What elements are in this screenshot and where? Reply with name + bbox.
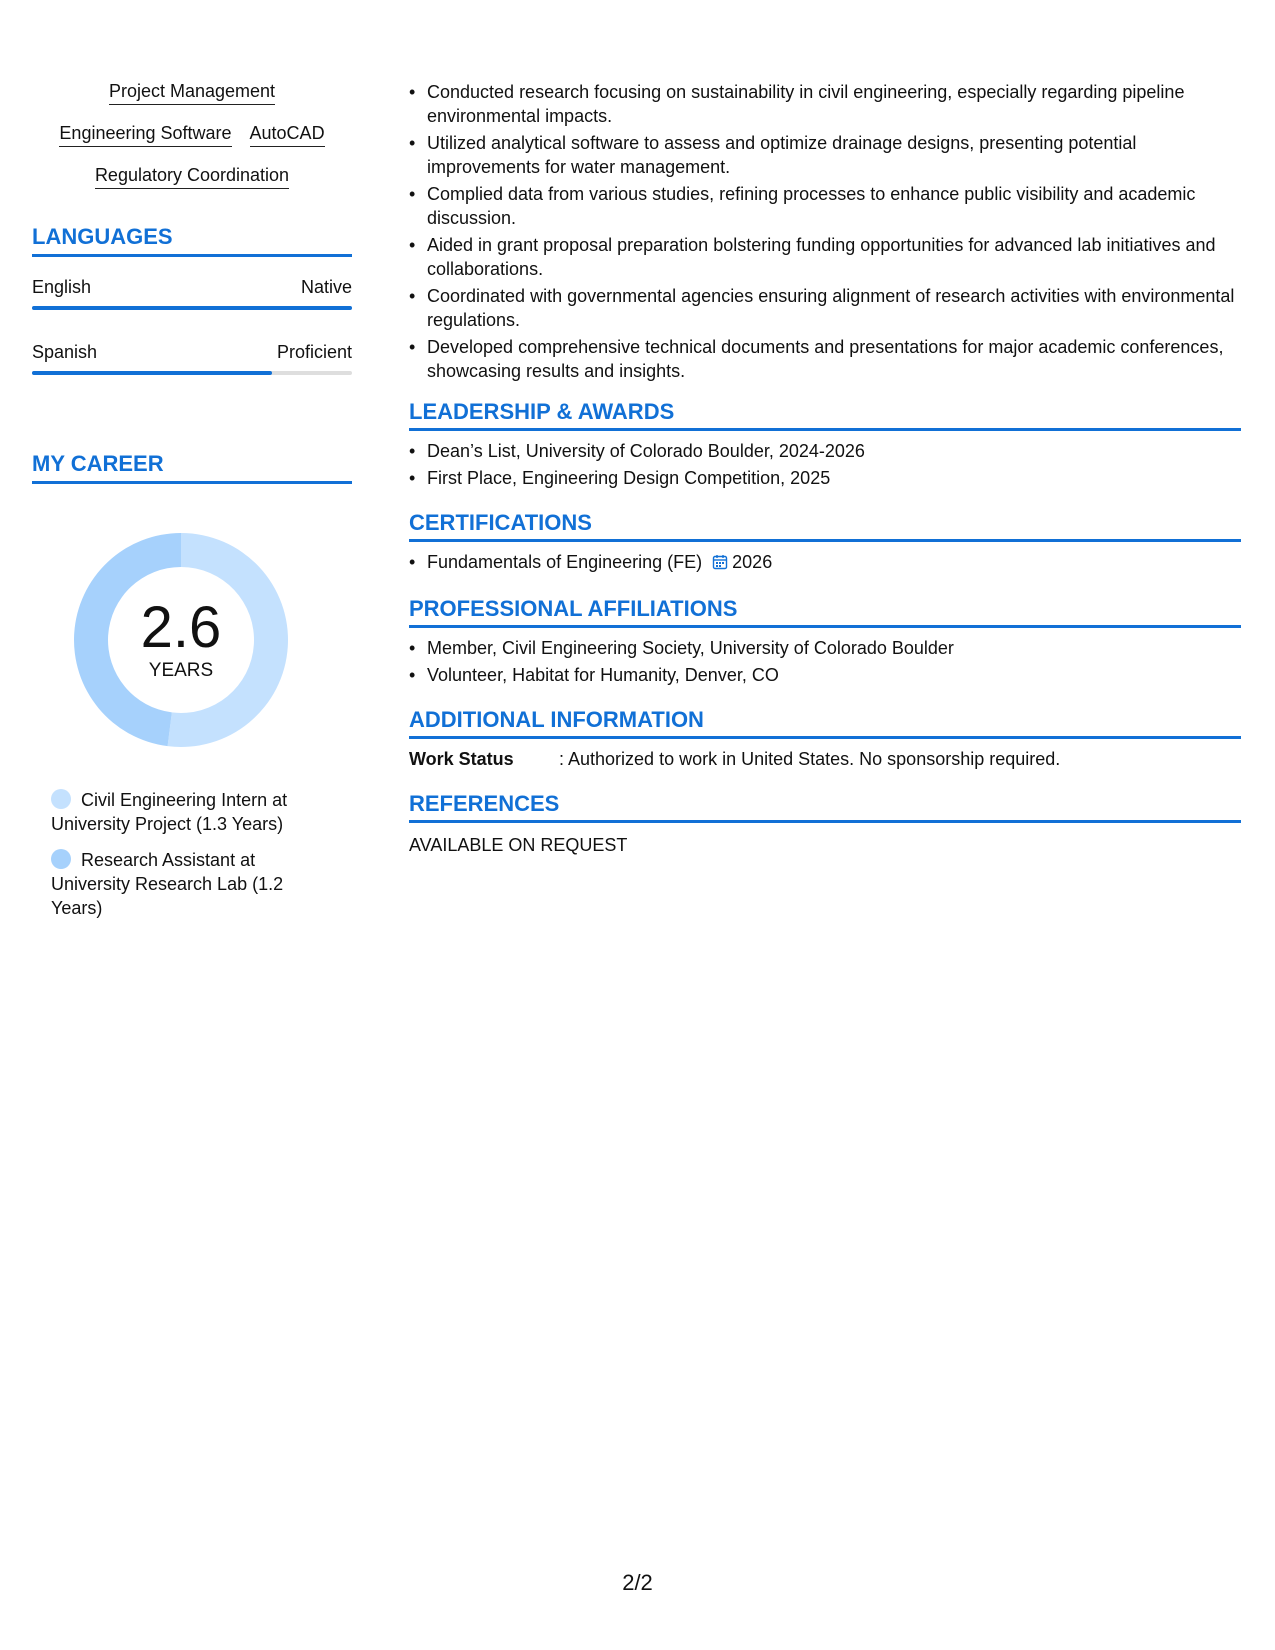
language-item bbox=[32, 341, 352, 375]
additional-info-heading: ADDITIONAL INFORMATION bbox=[409, 707, 1241, 739]
career-legend bbox=[51, 788, 321, 920]
affiliations-list bbox=[409, 636, 1241, 687]
skill-tag: Regulatory Coordination bbox=[95, 164, 289, 189]
skill-row bbox=[32, 80, 352, 105]
left-column bbox=[32, 80, 352, 932]
work-status-value: : Authorized to work in United States. No sponsorship required. bbox=[559, 749, 1061, 769]
legend-item bbox=[51, 848, 321, 920]
list-item: • Developed comprehensive technical documents and presentations for major academic conferences, showcasing results and insights. bbox=[409, 335, 1241, 383]
skill-tag: AutoCAD bbox=[250, 122, 325, 147]
language-level: Proficient bbox=[276, 342, 352, 362]
certification-item bbox=[409, 550, 1241, 576]
certifications-heading: CERTIFICATIONS bbox=[409, 510, 1241, 542]
language-bar bbox=[32, 306, 352, 310]
skill-tag: Engineering Software bbox=[59, 122, 231, 147]
leadership-list bbox=[409, 439, 1241, 490]
legend-dot bbox=[51, 789, 71, 809]
list-item: • Volunteer, Habitat for Humanity, Denver, CO bbox=[409, 663, 1241, 687]
list-item: • Member, Civil Engineering Society, University of Colorado Boulder bbox=[409, 636, 1241, 660]
list-item: • Aided in grant proposal preparation bolstering funding opportunities for advanced lab initiatives and collaborations. bbox=[409, 233, 1241, 281]
career-heading: MY CAREER bbox=[32, 451, 352, 484]
skill-row bbox=[32, 164, 352, 189]
list-item: • Conducted research focusing on sustainability in civil engineering, especially regarding pipeline environmental impacts. bbox=[409, 80, 1241, 128]
legend-dot bbox=[51, 849, 71, 869]
work-status-row bbox=[409, 747, 1241, 771]
language-bar bbox=[32, 371, 352, 375]
affiliations-heading: PROFESSIONAL AFFILIATIONS bbox=[409, 596, 1241, 628]
career-total-unit: YEARS bbox=[148, 660, 214, 681]
list-item: • Dean’s List, University of Colorado Boulder, 2024-2026 bbox=[409, 439, 1241, 463]
legend-label: Research Assistant at University Research Lab (1.2 Years) bbox=[51, 850, 284, 918]
language-item bbox=[32, 276, 352, 310]
legend-label: Civil Engineering Intern at University Project (1.3 Years) bbox=[51, 790, 288, 834]
list-item: • Coordinated with governmental agencies ensuring alignment of research activities with environmental regulations. bbox=[409, 284, 1241, 332]
skill-row bbox=[32, 122, 352, 147]
certification-year: 2026 bbox=[732, 552, 773, 572]
right-column bbox=[409, 80, 1241, 857]
references-text: AVAILABLE ON REQUEST bbox=[409, 835, 628, 855]
list-item: • Utilized analytical software to assess and optimize drainage designs, presenting potential improvements for water management. bbox=[409, 131, 1241, 179]
languages-heading: LANGUAGES bbox=[32, 224, 352, 257]
calendar-icon bbox=[712, 552, 728, 576]
experience-bullets bbox=[409, 80, 1241, 383]
references-heading: REFERENCES bbox=[409, 791, 1241, 823]
skill-tag: Project Management bbox=[109, 80, 275, 105]
language-bar-fill bbox=[32, 306, 352, 310]
language-level: Native bbox=[300, 277, 352, 297]
language-name: English bbox=[32, 277, 92, 297]
skills-section bbox=[32, 80, 352, 189]
work-status-label: Work Status bbox=[409, 749, 514, 769]
certification-name: Fundamentals of Engineering (FE) bbox=[427, 552, 703, 572]
legend-item bbox=[51, 788, 321, 836]
list-item: • Complied data from various studies, refining processes to enhance public visibility and academic discussion. bbox=[409, 182, 1241, 230]
page-number: 2/2 bbox=[622, 1570, 653, 1595]
leadership-heading: LEADERSHIP & AWARDS bbox=[409, 399, 1241, 431]
language-bar-fill bbox=[32, 371, 272, 375]
career-donut-chart bbox=[67, 526, 295, 754]
career-total-value: 2.6 bbox=[140, 595, 222, 660]
language-name: Spanish bbox=[32, 342, 98, 362]
certifications-list bbox=[409, 550, 1241, 576]
list-item: • First Place, Engineering Design Competition, 2025 bbox=[409, 466, 1241, 490]
